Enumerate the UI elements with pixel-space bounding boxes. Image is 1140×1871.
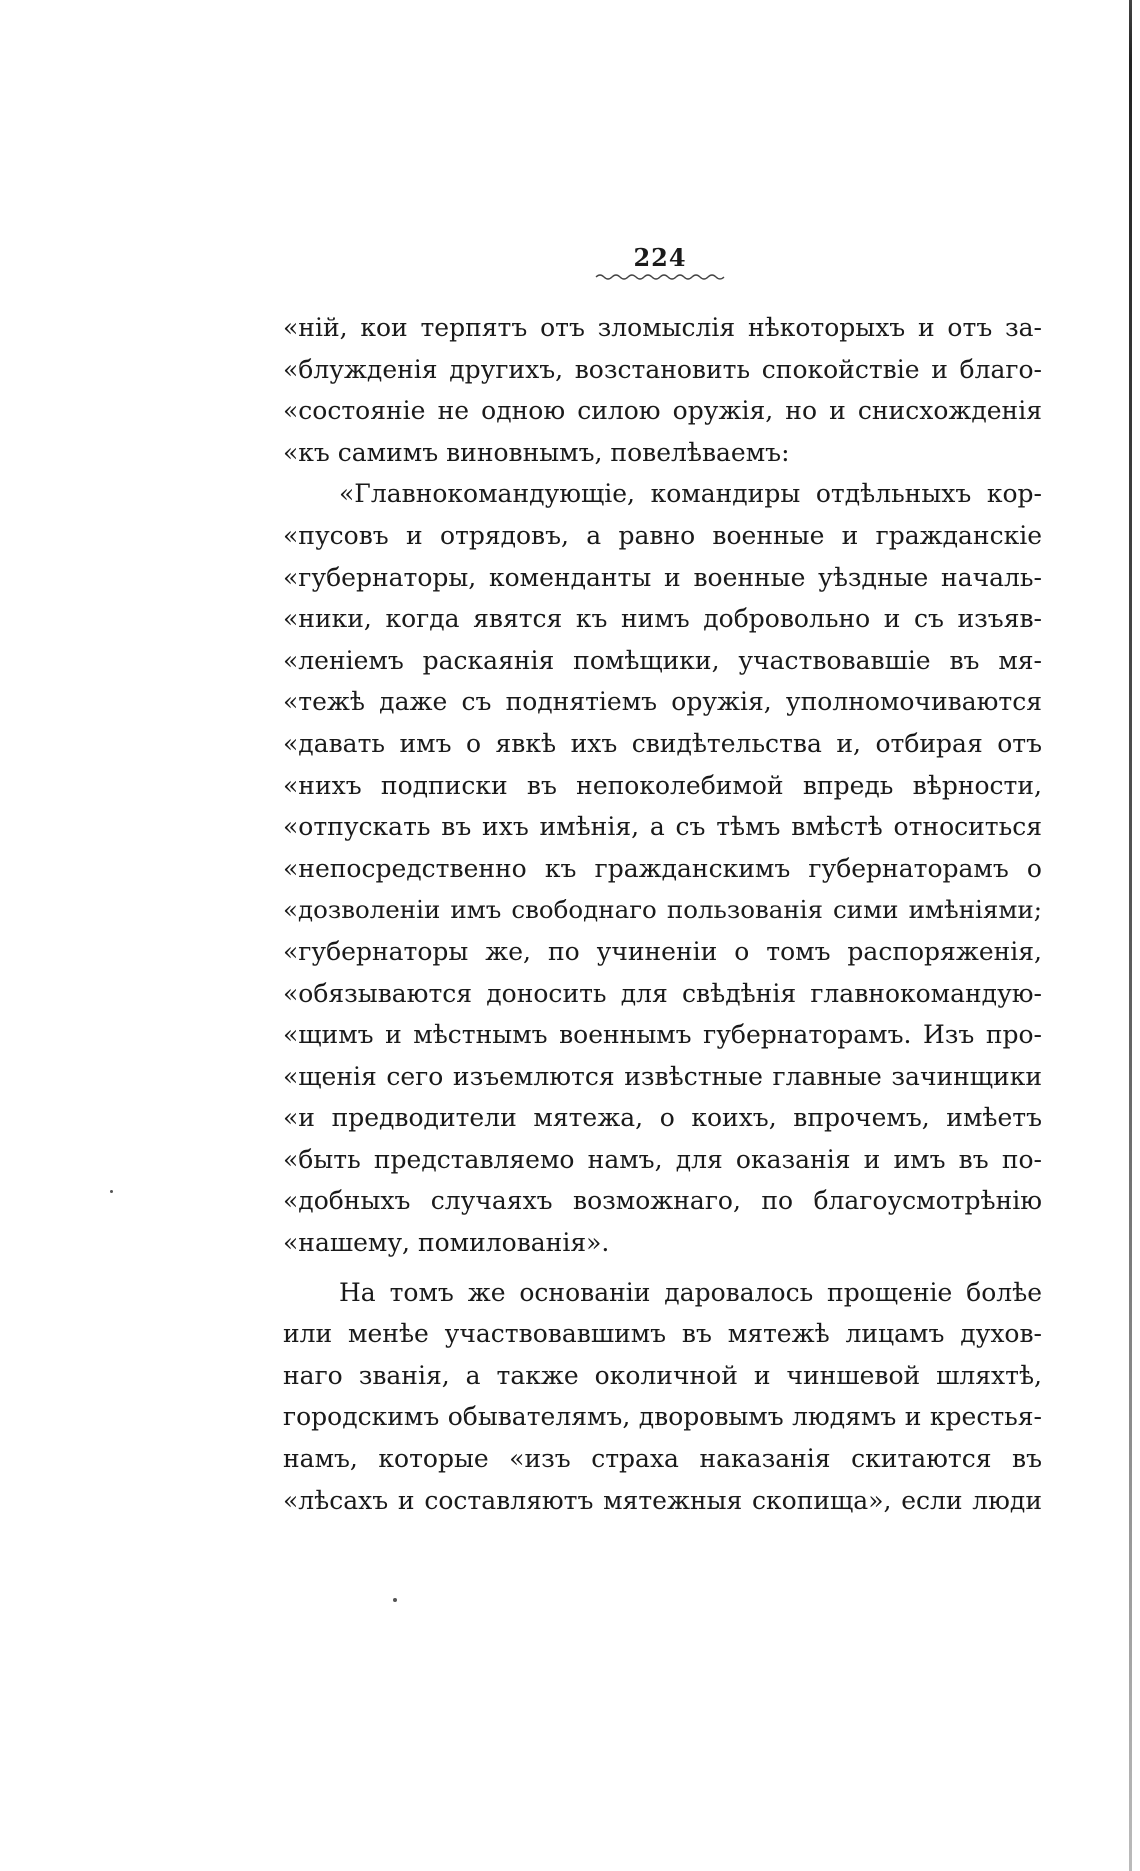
- text-line: «и предводители мятежа, о коихъ, впрочемъ, имѣетъ: [283, 1103, 1042, 1133]
- wavy-rule-ornament: [594, 271, 730, 281]
- text-line: «давать имъ о явкѣ ихъ свидѣтельства и, отбирая отъ: [283, 728, 1042, 758]
- text-line: «отпускать въ ихъ имѣнія, а съ тѣмъ вмѣстѣ относиться: [283, 812, 1042, 842]
- text-line: или менѣе участвовавшимъ въ мятежѣ лицамъ духов-: [283, 1319, 1042, 1349]
- paper-speck: [393, 1598, 397, 1602]
- text-line: «къ самимъ виновнымъ, повелѣваемъ:: [283, 437, 790, 467]
- text-line: «губернаторы, коменданты и военные уѣздные началь-: [283, 562, 1042, 592]
- text-line: «щимъ и мѣстнымъ военнымъ губернаторамъ. Изъ про-: [283, 1020, 1042, 1050]
- body-text: [283, 307, 1042, 1521]
- text-line: «Главнокомандующіе, командиры отдѣльныхъ кор-: [339, 479, 1042, 509]
- text-line: «лѣсахъ и составляютъ мятежныя скопища», если люди: [283, 1485, 1042, 1515]
- text-line: «пусовъ и отрядовъ, а равно военные и гражданскіе: [283, 520, 1042, 550]
- text-line: «непосредственно къ гражданскимъ губернаторамъ о: [283, 853, 1042, 883]
- text-line: городскимъ обывателямъ, дворовымъ людямъ и крестья-: [283, 1402, 1042, 1432]
- text-line: На томъ же основаніи даровалось прощеніе болѣе: [339, 1277, 1042, 1307]
- text-line: намъ, которые «изъ страха наказанія скитаются въ: [283, 1444, 1042, 1474]
- text-line: «дозволеніи имъ свободнаго пользованія сими имѣніями;: [283, 895, 1042, 925]
- text-line: «добныхъ случаяхъ возможнаго, по благоусмотрѣнію: [283, 1186, 1042, 1216]
- text-line: «нихъ подписки въ непоколебимой впредь вѣрности,: [283, 770, 1042, 800]
- text-line: «тежѣ даже съ поднятіемъ оружія, уполномочиваются: [283, 687, 1042, 717]
- page-edge-shadow: [1129, 0, 1132, 1871]
- paper-speck: [110, 1190, 113, 1193]
- text-line: «щенія сего изъемлются извѣстные главные зачинщики: [283, 1061, 1042, 1091]
- text-line: «быть представляемо намъ, для оказанія и имъ въ по-: [283, 1144, 1042, 1174]
- paragraph-gap: [283, 1264, 1042, 1272]
- text-line: «губернаторы же, по учиненіи о томъ распоряженія,: [283, 936, 1042, 966]
- text-line: «состояніе не одною силою оружія, но и снисхожденія: [283, 396, 1042, 426]
- text-line: «блужденія другихъ, возстановить спокойствіе и благо-: [283, 354, 1042, 384]
- text-line: наго званія, а также околичной и чиншевой шляхтѣ,: [283, 1360, 1042, 1390]
- text-line: «ній, кои терпятъ отъ зломыслія нѣкоторыхъ и отъ за-: [283, 313, 1042, 342]
- text-line: «нашему, помилованія».: [283, 1228, 610, 1258]
- text-line: «ники, когда явятся къ нимъ добровольно и съ изъяв-: [283, 604, 1042, 634]
- text-line: «обязываются доносить для свѣдѣнія главнокомандую-: [283, 978, 1042, 1008]
- page-number: 224: [633, 243, 687, 272]
- text-line: «леніемъ раскаянія помѣщики, участвовавшіе въ мя-: [283, 645, 1042, 675]
